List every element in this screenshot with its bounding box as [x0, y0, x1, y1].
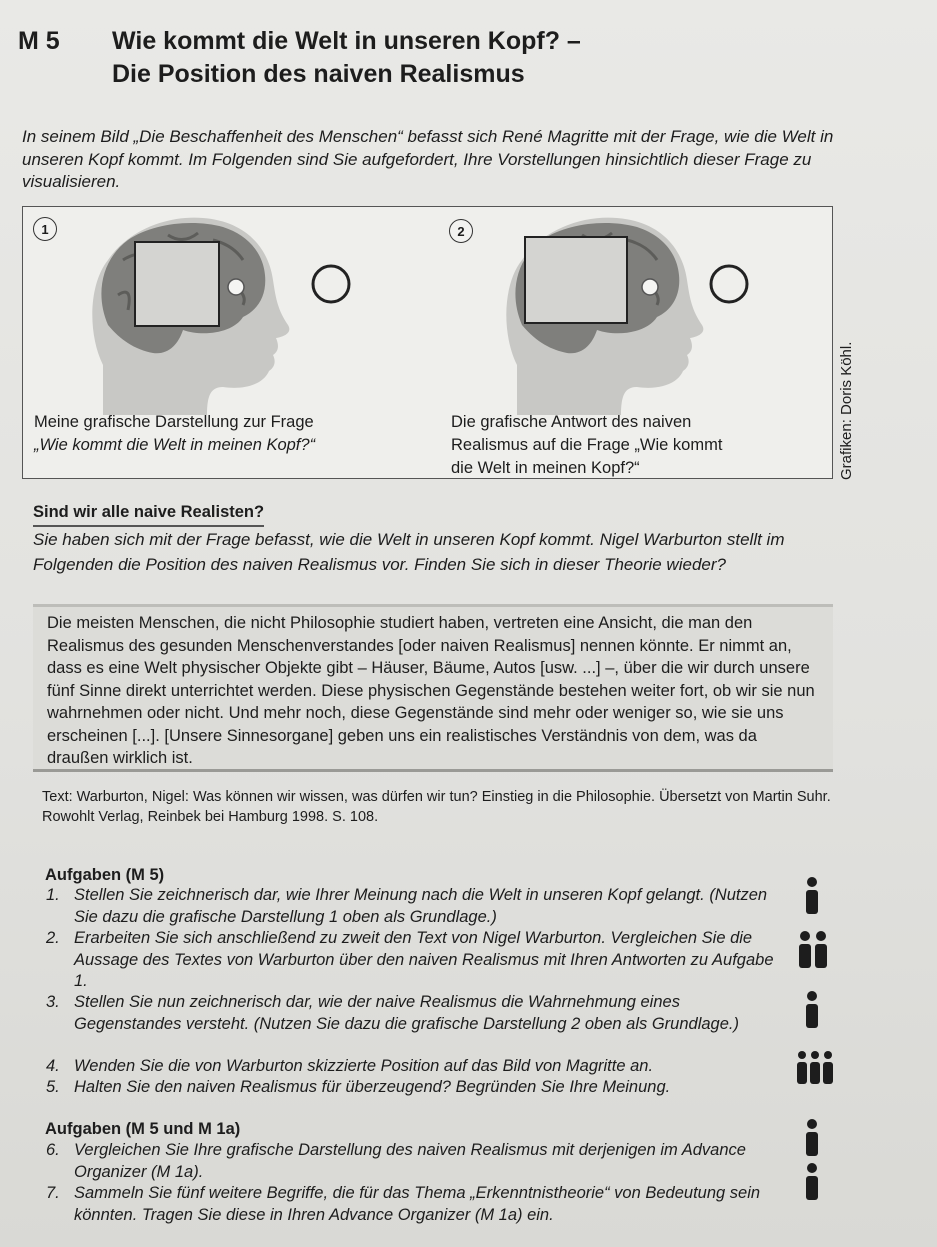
section-text: Sie haben sich mit der Frage befasst, wie die Welt in unseren Kopf kommt. Nigel Warburton stellt im Folgenden die Position des naiven Realismus vor. Finden Sie sich in dieser Theorie wieder?: [33, 530, 785, 574]
figure-number-2: 2: [449, 219, 473, 243]
task-text: Erarbeiten Sie sich anschließend zu zweit den Text von Nigel Warburton. Vergleichen Sie die Aussage des Textes von Warburton über den naiven Realismus mit Ihren Antworten zu Aufgabe 1.: [74, 929, 774, 990]
figure-1-caption: [34, 411, 315, 457]
task-item: [46, 1183, 786, 1226]
task-item: [46, 885, 786, 928]
task-number: 5.: [46, 1078, 60, 1096]
task-text: Sammeln Sie fünf weitere Begriffe, die für das Thema „Erkenntnistheorie“ von Bedeutung sein könnten. Tragen Sie diese in Ihren Advance Organizer (M 1a) ein.: [74, 1184, 761, 1224]
task-number: 1.: [46, 886, 60, 904]
figure-2-caption-line3: die Welt in meinen Kopf?“: [451, 459, 640, 477]
intro-text: In seinem Bild „Die Beschaffenheit des Menschen“ befasst sich René Magritte mit der Frage, wie die Welt in unseren Kopf kommt. Im Folgenden sind Sie aufgefordert, Ihre Vorstellungen hinsichtlich dieser Frage zu visualisieren.: [22, 127, 834, 191]
figure-number-1: 1: [33, 217, 57, 241]
group-icon: [795, 1050, 835, 1086]
task-item: [46, 1077, 786, 1099]
source-citation: Text: Warburton, Nigel: Was können wir wissen, was dürfen wir tun? Einstieg in die Philosophie. Übersetzt von Martin Suhr. Rowohlt Verlag, Reinbek bei Hamburg 1998. S. 108.: [42, 789, 831, 825]
figure-1-caption-line1: Meine grafische Darstellung zur Frage: [34, 413, 314, 431]
page-title: Wie kommt die Welt in unseren Kopf? –: [112, 27, 581, 55]
tasks-heading-b: Aufgaben (M 5 und M 1a): [45, 1120, 241, 1138]
object-circle-2-icon: [707, 262, 751, 306]
single-person-icon: [800, 990, 824, 1030]
single-person-icon: [800, 876, 824, 916]
quote-box: [33, 604, 833, 772]
head-profile-1-illustration: [83, 215, 383, 415]
task-item: [46, 1140, 786, 1183]
task-item: [46, 1056, 786, 1078]
task-number: 7.: [46, 1184, 60, 1202]
figure-2-caption-line1: Die grafische Antwort des naiven: [451, 413, 692, 431]
task-number: 3.: [46, 993, 60, 1011]
single-person-icon: [800, 1162, 824, 1202]
head-profile-2-illustration: [497, 215, 797, 415]
graphics-credit-text: Grafiken: Doris Köhl.: [838, 341, 855, 480]
pair-icon: [797, 930, 829, 970]
task-number: 6.: [46, 1141, 60, 1159]
figure-box: [22, 206, 833, 479]
graphics-credit: [838, 300, 858, 480]
quote-text: Die meisten Menschen, die nicht Philosophie studiert haben, vertreten eine Ansicht, die man den Realismus des gesunden Menschenverstandes [oder naiven Realismus] nennen könnte. Er nimmt an, dass es eine Welt physischer Objekte gibt – Häuser, Bäume, Autos [usw. ...] –, über die wir durch unsere fünf Sinne direkt unterrichtet werden. Diese physischen Gegenstände bestehen weiter fort, ob wir sie nun wahrnehmen oder nicht. Und mehr noch, diese Gegenstände sind mehr oder weniger so, wie sie uns erscheinen [...]. [Unsere Sinnesorgane] geben uns ein realistisches Verständnis von dem, was da draußen wirklich ist.: [47, 614, 815, 767]
material-label: M 5: [18, 27, 60, 55]
task-text: Wenden Sie die von Warburton skizzierte Position auf das Bild von Magritte an.: [74, 1057, 654, 1075]
figure-2-caption-line2: Realismus auf die Frage „Wie kommt: [451, 436, 723, 454]
page-subtitle: Die Position des naiven Realismus: [112, 60, 525, 88]
tasks-heading-a: Aufgaben (M 5): [45, 866, 165, 884]
task-item: [46, 992, 786, 1035]
task-item: [46, 928, 786, 993]
single-person-icon: [800, 1118, 824, 1158]
task-text: Stellen Sie nun zeichnerisch dar, wie der naive Realismus die Wahrnehmung eines Gegenstandes versteht. (Nutzen Sie dazu die grafische Darstellung 2 oben als Grundlage.): [74, 993, 739, 1033]
task-number: 2.: [46, 929, 60, 947]
figure-1-caption-line2: „Wie kommt die Welt in meinen Kopf?“: [34, 436, 316, 454]
task-number: 4.: [46, 1057, 60, 1075]
object-circle-1-icon: [309, 262, 353, 306]
task-text: Halten Sie den naiven Realismus für überzeugend? Begründen Sie Ihre Meinung.: [74, 1078, 671, 1096]
section-heading: Sind wir alle naive Realisten?: [33, 503, 264, 527]
figure-2-caption: [451, 411, 722, 480]
task-text: Vergleichen Sie Ihre grafische Darstellung des naiven Realismus mit derjenigen im Advance Organizer (M 1a).: [74, 1141, 746, 1181]
task-text: Stellen Sie zeichnerisch dar, wie Ihrer Meinung nach die Welt in unseren Kopf gelangt. (Nutzen Sie dazu die grafische Darstellung 1 oben als Grundlage.): [74, 886, 768, 926]
